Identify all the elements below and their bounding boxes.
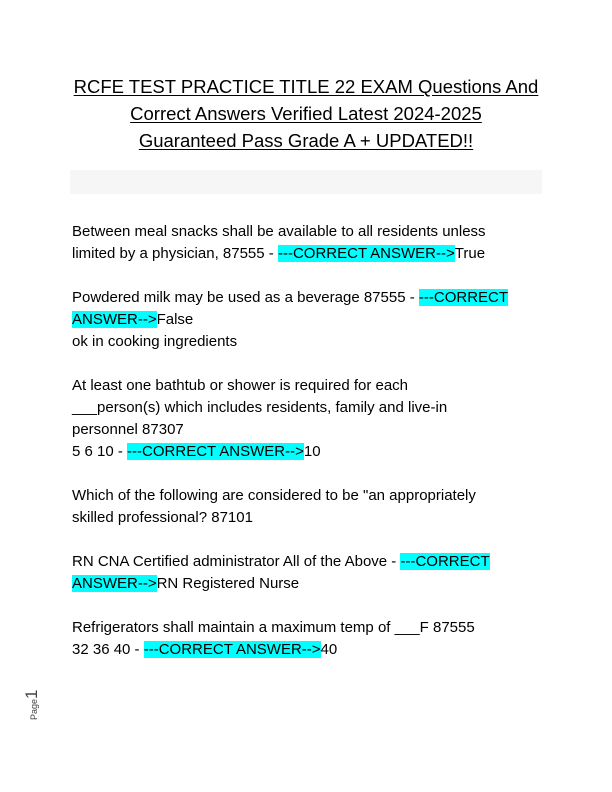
qa-item: [72, 485, 544, 529]
qa-text: 5 6 10 -: [72, 443, 128, 460]
qa-text: personnel 87307: [72, 421, 184, 438]
qa-text: Which of the following are considered to be "an appropriately: [72, 487, 476, 504]
title-line: RCFE TEST PRACTICE TITLE 22 EXAM Questions And: [73, 76, 539, 97]
title-line: Guaranteed Pass Grade A + UPDATED!!: [138, 130, 474, 151]
page-number: [22, 690, 42, 721]
qa-text: Between meal snacks shall be available to all residents unless: [72, 223, 486, 240]
qa-list: [72, 221, 544, 683]
answer-marker-highlight: ---CORRECT: [400, 553, 490, 570]
qa-line: [72, 243, 544, 265]
qa-line: [72, 639, 544, 661]
qa-text: 32 36 40 -: [72, 641, 144, 658]
qa-item: [72, 551, 544, 595]
qa-line: [72, 485, 544, 507]
answer-marker-highlight: ---CORRECT: [418, 289, 509, 306]
title-shade-band: [70, 170, 542, 194]
qa-text: RN CNA Certified administrator All of the Above -: [72, 553, 401, 570]
qa-text: Refrigerators shall maintain a maximum temp of ___F 87555: [72, 619, 475, 636]
qa-line: [72, 617, 544, 639]
answer-marker-highlight: ---CORRECT ANSWER-->: [127, 443, 304, 460]
page-label: Page: [29, 698, 39, 720]
answer-text: False: [156, 311, 194, 328]
page-number-value: 1: [22, 689, 41, 699]
answer-marker-highlight: ANSWER-->: [72, 575, 157, 592]
qa-item: [72, 221, 544, 265]
answer-marker-highlight: ---CORRECT ANSWER-->: [143, 641, 321, 658]
qa-line: [72, 419, 544, 441]
qa-text: ok in cooking ingredients: [72, 333, 238, 350]
answer-text: True: [454, 245, 486, 262]
qa-line: [72, 441, 544, 463]
qa-text: limited by a physician, 87555 -: [72, 245, 278, 262]
qa-line: [72, 331, 544, 353]
document-title: [60, 73, 552, 154]
qa-line: [72, 397, 544, 419]
qa-line: [72, 573, 544, 595]
answer-text: RN Registered Nurse: [156, 575, 300, 592]
answer-marker-highlight: ---CORRECT ANSWER-->: [277, 245, 455, 262]
title-line: Correct Answers Verified Latest 2024-2025: [130, 103, 482, 124]
qa-line: [72, 551, 544, 573]
answer-text: 10: [303, 443, 321, 460]
qa-line: [72, 221, 544, 243]
qa-line: [72, 287, 544, 309]
answer-marker-highlight: ANSWER-->: [72, 311, 157, 328]
qa-item: [72, 287, 544, 353]
qa-text: At least one bathtub or shower is required for each: [72, 377, 409, 394]
qa-line: [72, 507, 544, 529]
qa-item: [72, 375, 544, 463]
qa-text: ___person(s) which includes residents, family and live-in: [72, 399, 448, 416]
qa-item: [72, 617, 544, 661]
qa-line: [72, 375, 544, 397]
answer-text: 40: [320, 641, 338, 658]
qa-text: skilled professional? 87101: [72, 509, 253, 526]
qa-text: Powdered milk may be used as a beverage 87555 -: [72, 289, 419, 306]
qa-line: [72, 309, 544, 331]
